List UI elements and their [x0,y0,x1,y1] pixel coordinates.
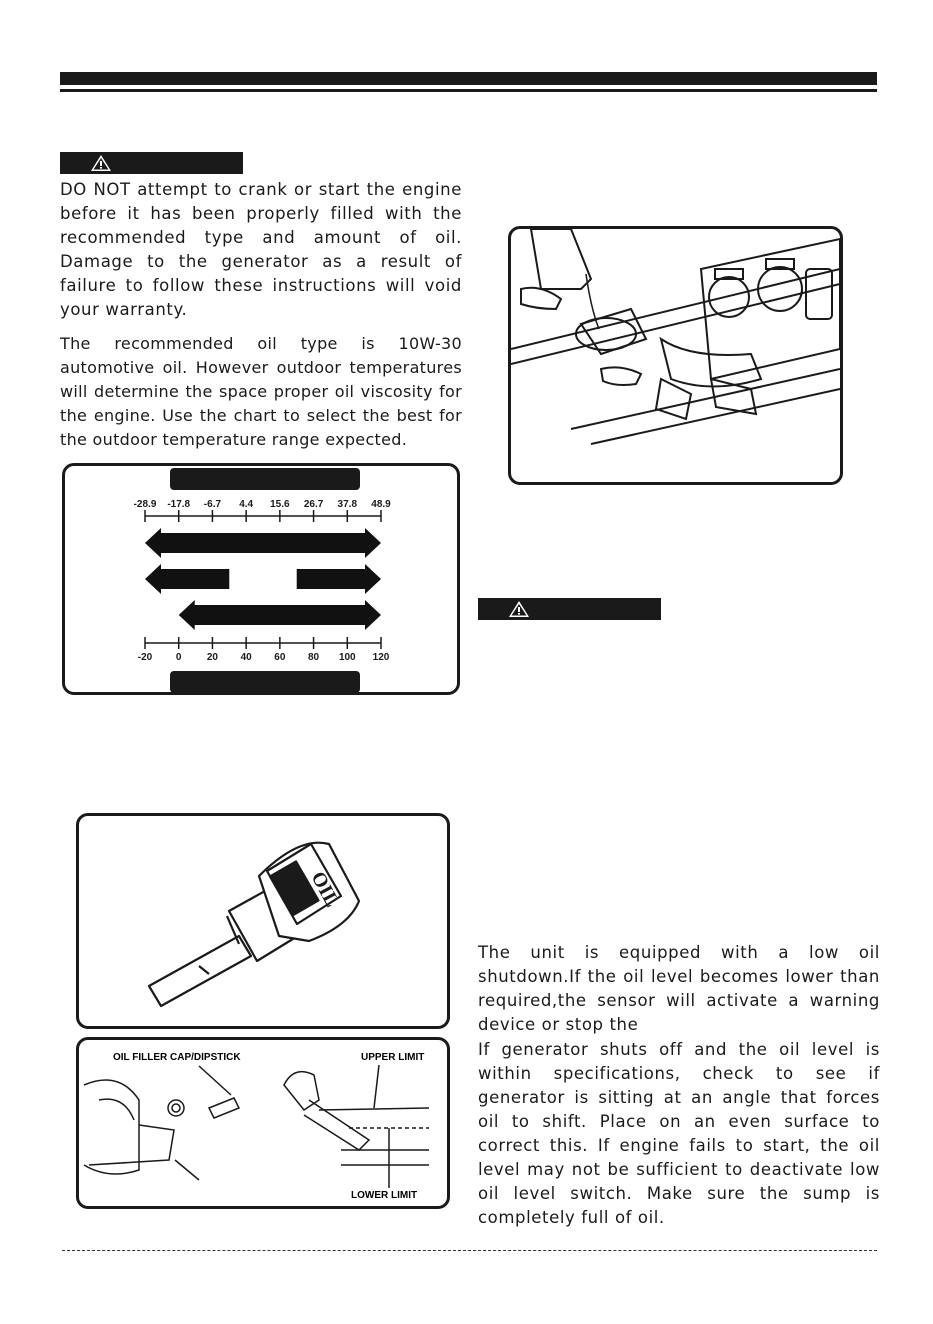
temperature-range-arrow [145,564,229,594]
temperature-range-arrow [145,528,381,558]
oil-level-diagram [76,1037,450,1209]
temperature-range-arrow [297,564,381,594]
viscosity-chart [62,463,460,695]
footer-dashed-rule [62,1250,877,1251]
top-scale-tick-label: 4.4 [239,499,254,510]
warning-triangle-icon [90,154,112,172]
bottom-scale-tick-label: -20 [137,652,153,663]
warning-banner [60,152,243,174]
shutoff-check-text: If generator shuts off and the oil level is within specifications, check to see if generator is sitting at an angle that forces oil to shift. Place on an even surface to correct this. If engine fails to start, the oil level may not be sufficient to deactivate low oil level switch. Make sure the sump is completely full of oil. [478,1040,880,1227]
header-rule-thick [60,72,877,85]
dipstick-illustration [76,813,450,1029]
lower-limit-label: LOWER LIMIT [351,1190,418,1201]
bottom-scale-tick-label: 80 [308,652,320,663]
temperature-range-arrow [179,600,381,630]
top-scale-tick-label: 37.8 [337,499,358,510]
bottom-scale-tick-label: 100 [338,652,356,663]
bottom-scale-tick-label: 120 [372,652,390,663]
top-scale-tick-label: -17.8 [167,499,191,510]
oil-filling-illustration [508,226,843,485]
chart-plot [65,466,457,692]
top-scale-tick-label: 15.6 [270,499,290,510]
top-scale-tick-label: 48.9 [371,499,391,510]
dipstick-label: OIL [306,868,344,911]
bottom-scale-tick-label: 0 [175,652,182,663]
oil-type-text: The recommended oil type is 10W-30 automotive oil. However outdoor temperatures will determine the space proper oil viscosity for the engine. Use the chart to select the best for the outdoor temperature range expected. [60,334,462,449]
warning-text: DO NOT attempt to crank or start the engine before it has been properly filled with the recommended type and amount of oil. Damage to the generator as a result of failure to follow these instructions will void your warranty. [60,180,462,319]
top-scale-tick-label: 26.7 [303,499,324,510]
bottom-scale-tick-label: 60 [274,652,286,663]
low-oil-shutdown-text: The unit is equipped with a low oil shutdown.If the oil level becomes lower than required,the sensor will activate a warning device or stop the [478,943,880,1034]
top-scale-tick-label: -6.7 [203,499,222,510]
oil-level-image [79,1040,447,1206]
bottom-scale-tick-label: 20 [206,652,218,663]
header-rule-thin [60,89,877,92]
bottom-scale-tick-label: 40 [240,652,252,663]
generator-oil-fill-image [511,229,840,482]
top-scale-tick-label: -28.9 [133,499,157,510]
warning-triangle-icon [508,600,530,618]
warning-banner-2 [478,598,661,620]
cap-dipstick-label: OIL FILLER CAP/DIPSTICK [113,1052,241,1063]
dipstick-image [79,816,447,1026]
upper-limit-label: UPPER LIMIT [361,1052,425,1063]
